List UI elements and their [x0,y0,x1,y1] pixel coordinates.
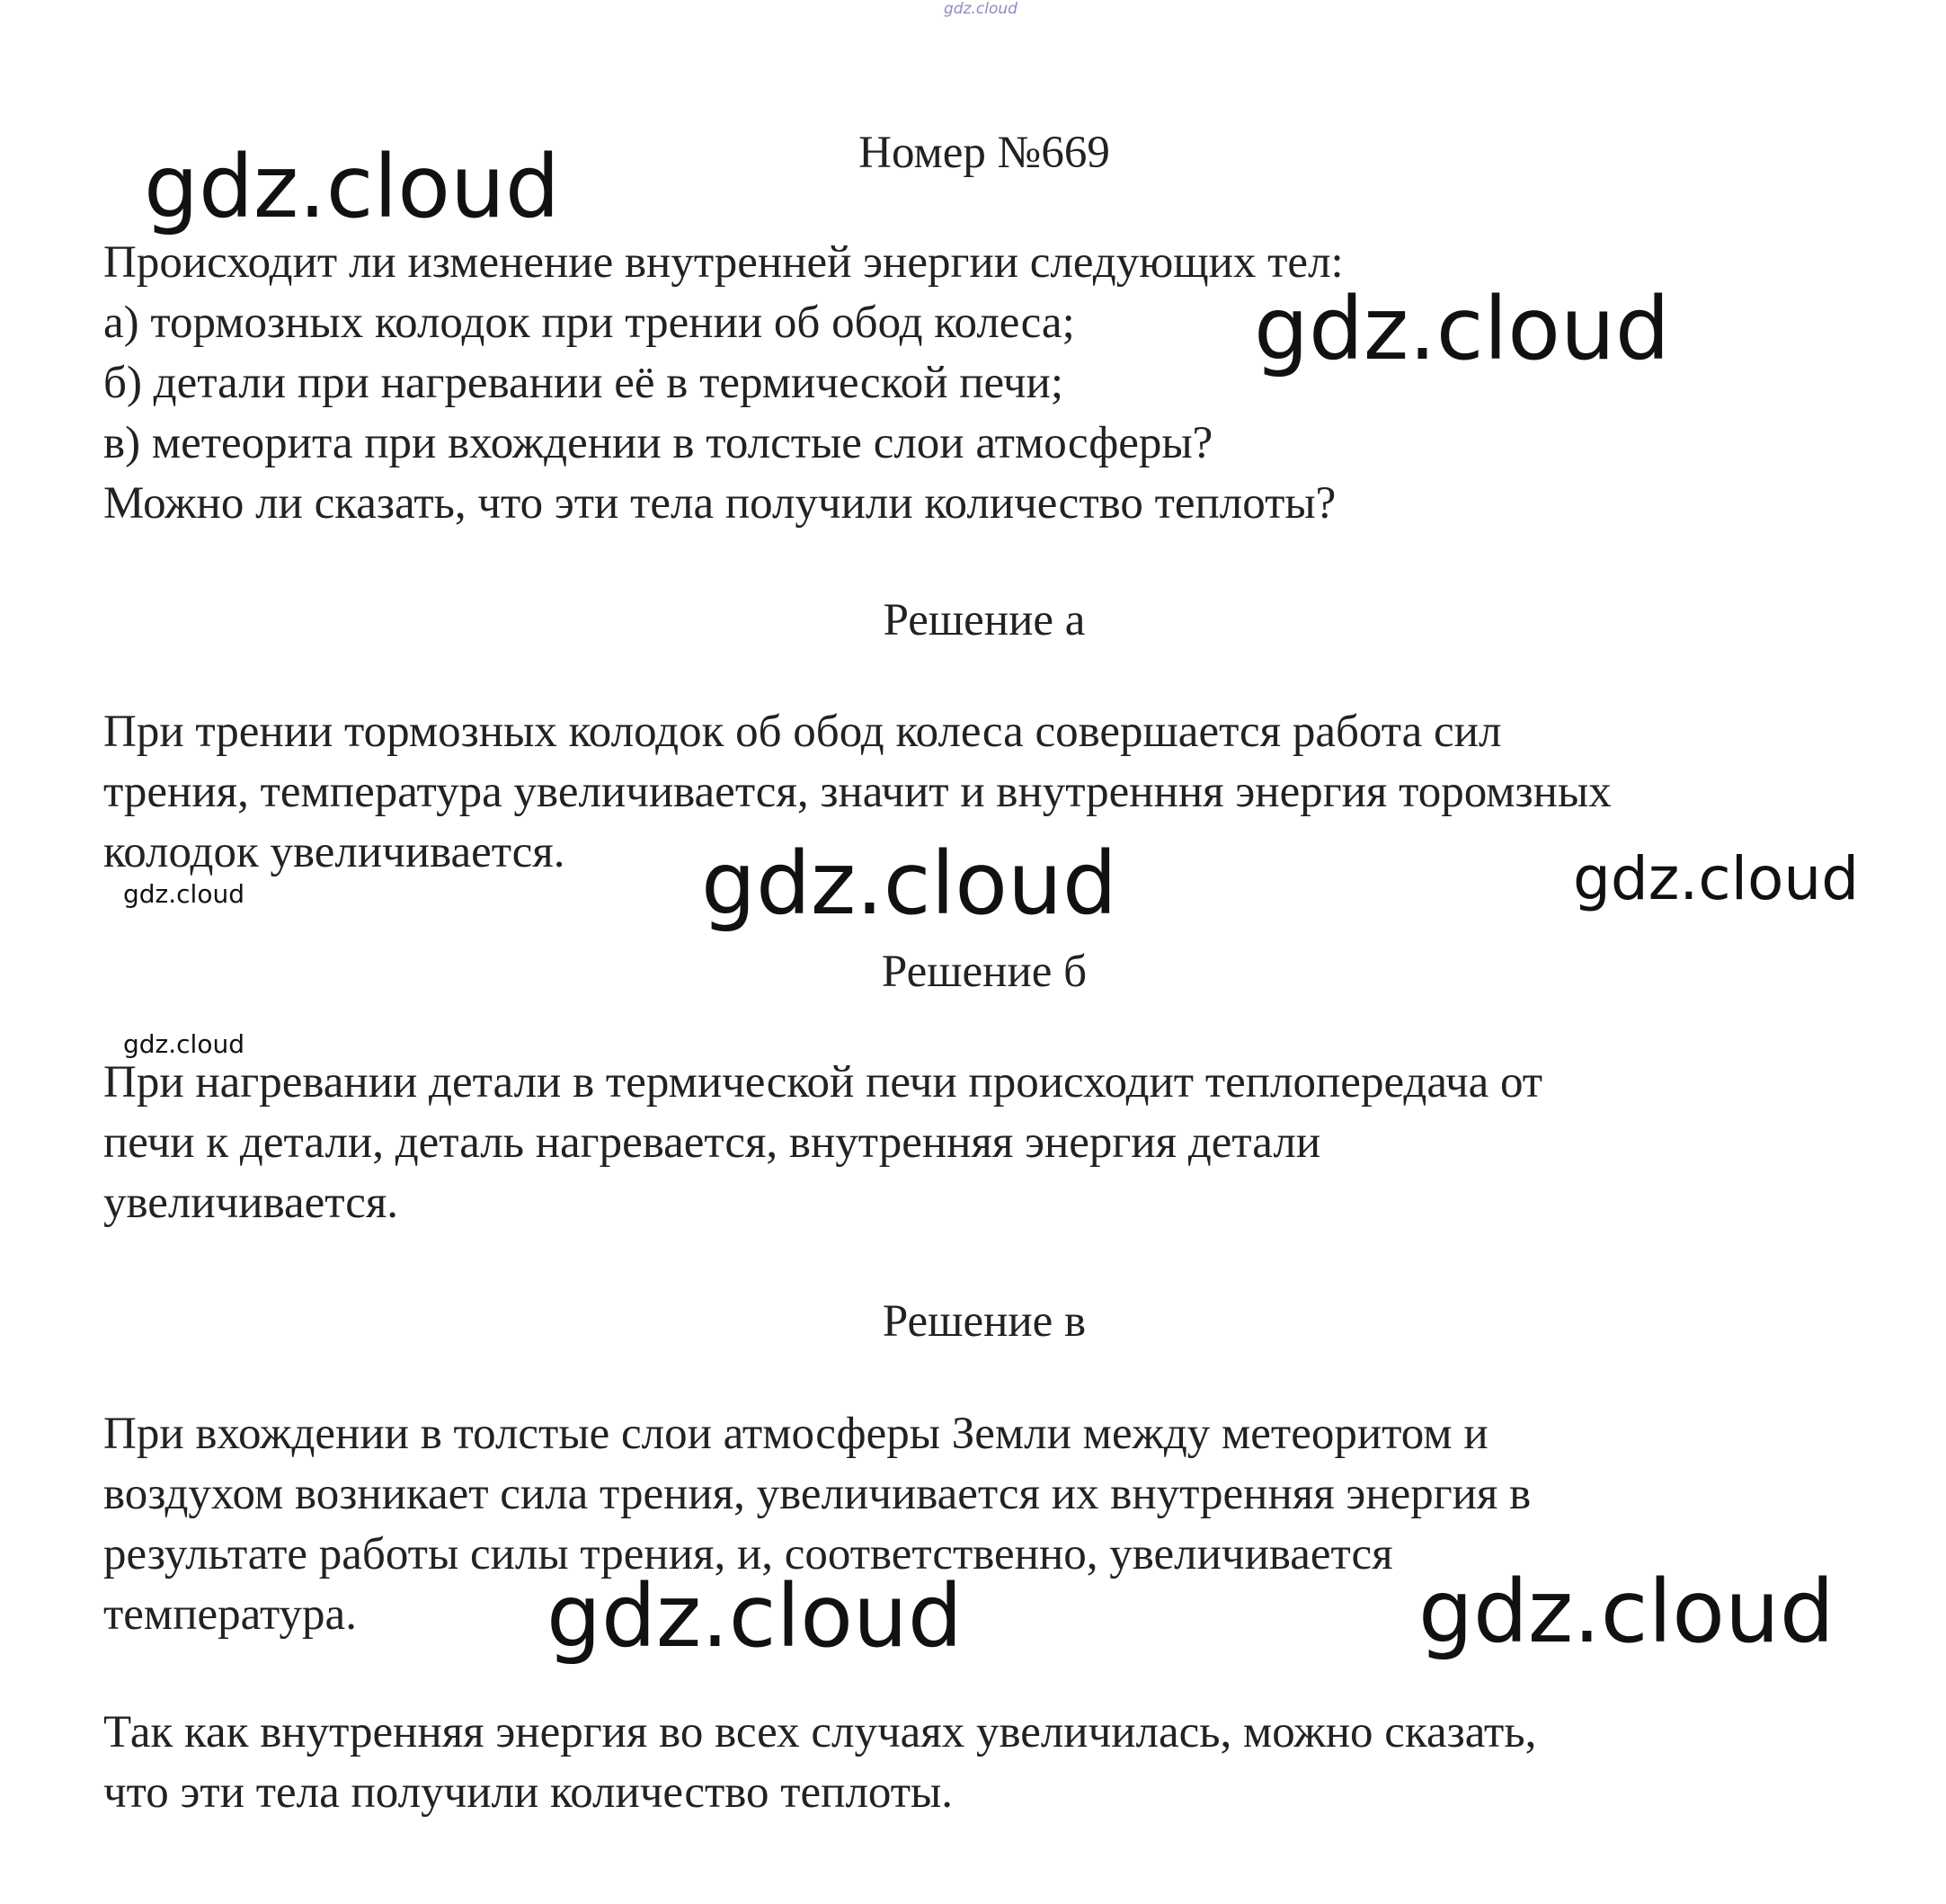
question-line: Происходит ли изменение внутренней энергии следующих тел: [103,237,1344,288]
solution-b-line: печи к детали, деталь нагревается, внутренняя энергия детали [103,1117,1321,1168]
solution-a-line: трения, температура увеличивается, значит и внутренння энергия торомзных [103,767,1612,817]
watermark: gdz.cloud [123,879,244,909]
page-title: Номер №669 [858,128,1110,178]
question-line: в) метеорита при вхождении в толстые слои атмосферы? [103,418,1213,468]
watermark: gdz.cloud [1573,844,1860,913]
watermark: gdz.cloud [123,1029,244,1059]
watermark: gdz.cloud [546,1566,963,1667]
watermark: gdz.cloud [1418,1561,1835,1662]
solution-c-heading: Решение в [882,1296,1087,1347]
solution-c-line: воздухом возникает сила трения, увеличивается их внутренняя энергия в [103,1469,1532,1519]
solution-a-line: колодок увеличивается. [103,827,565,877]
solution-a-line: При трении тормозных колодок об обод колеса совершается работа сил [103,707,1502,757]
watermark: gdz.cloud [1254,279,1670,379]
solution-a-heading: Решение а [883,595,1086,645]
question-line: б) детали при нагревании её в термической печи; [103,358,1064,408]
conclusion-line: Так как внутренняя энергия во всех случаях увеличилась, можно сказать, [103,1707,1537,1757]
solution-c-line: результате работы силы трения, и, соответственно, увеличивается [103,1529,1393,1579]
solution-b-line: При нагревании детали в термической печи происходит теплопередача от [103,1057,1543,1108]
watermark: gdz.cloud [144,137,560,237]
solution-b-heading: Решение б [881,947,1088,997]
solution-c-line: При вхождении в толстые слои атмосферы Земли между метеоритом и [103,1409,1488,1459]
solution-b-line: увеличивается. [103,1178,399,1228]
solution-c-line: температура. [103,1589,357,1640]
watermark: gdz.cloud [701,833,1117,934]
conclusion-line: что эти тела получили количество теплоты. [103,1767,954,1818]
watermark-top: gdz.cloud [944,0,1017,18]
question-line: Можно ли сказать, что эти тела получили количество теплоты? [103,478,1337,529]
question-line: а) тормозных колодок при трении об обод колеса; [103,298,1075,348]
